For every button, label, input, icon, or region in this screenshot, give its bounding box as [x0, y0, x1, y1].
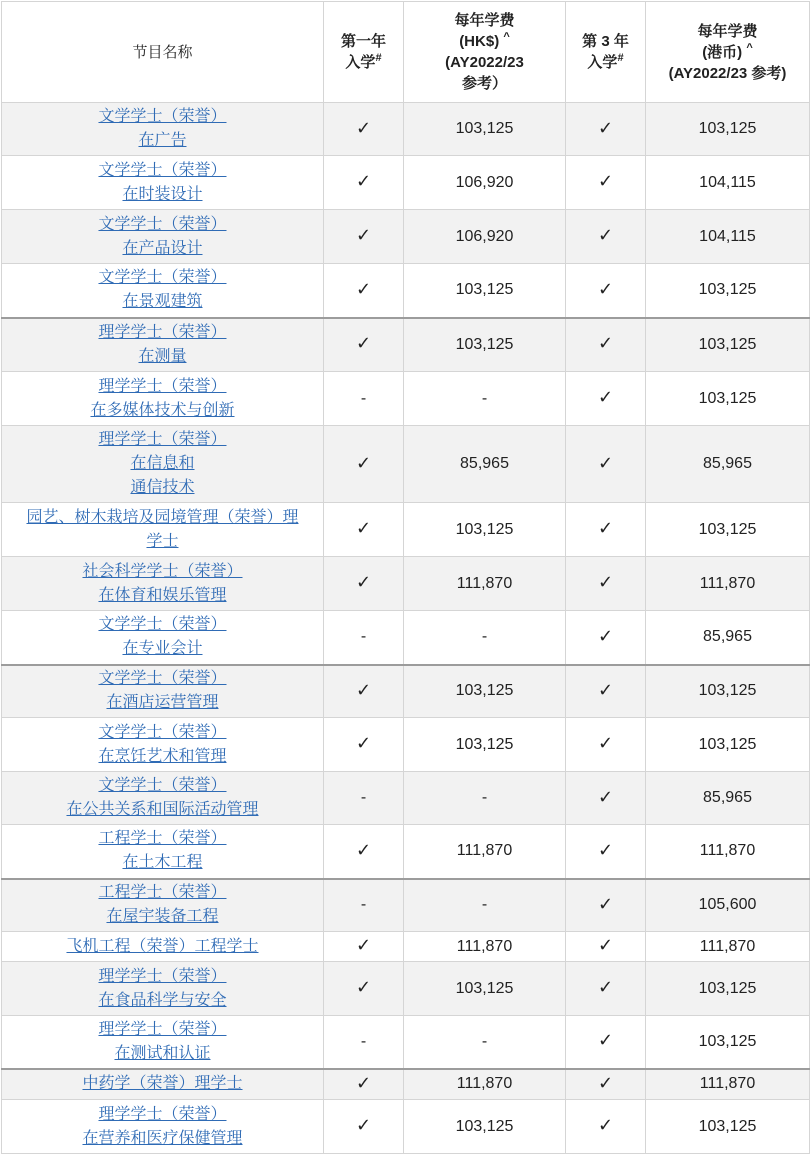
program-name-line: 在测量	[138, 347, 187, 365]
year3-entry-cell	[566, 103, 646, 156]
program-link[interactable]	[98, 830, 226, 871]
year1-entry-cell	[324, 372, 404, 426]
check-mark-icon: ✓	[597, 278, 614, 300]
year1-fee-cell	[404, 611, 566, 665]
table-row	[2, 611, 810, 665]
fee-value: 104,115	[699, 173, 756, 191]
year1-entry-cell	[324, 503, 404, 557]
year3-entry-cell	[566, 426, 646, 503]
year3-entry-cell	[566, 372, 646, 426]
year3-fee-cell	[646, 665, 810, 718]
program-name-cell	[2, 879, 324, 932]
program-name-line: 在酒店运营管理	[106, 694, 219, 712]
check-mark-icon: ✓	[597, 452, 614, 474]
year1-fee-cell	[404, 772, 566, 825]
program-name-line: 飞机工程（荣誉）工程学士	[66, 937, 259, 955]
check-mark-icon: ✓	[355, 935, 372, 956]
year1-entry-cell	[324, 1016, 404, 1069]
year3-entry-cell	[566, 264, 646, 318]
not-available-dash: -	[481, 628, 488, 646]
year1-fee-cell	[404, 825, 566, 879]
check-mark-icon: ✓	[597, 225, 614, 246]
check-mark-icon: ✓	[597, 387, 614, 408]
year3-fee-cell	[646, 210, 810, 264]
check-mark-icon: ✓	[597, 977, 614, 998]
program-name-line: 在体育和娱乐管理	[98, 586, 227, 604]
check-mark-icon: ✓	[597, 786, 614, 808]
table-body	[2, 103, 810, 1154]
fee-value: 106,920	[455, 173, 514, 191]
program-name-line: 学士	[146, 532, 179, 550]
not-available-dash: -	[481, 1032, 488, 1050]
year3-fee-cell	[646, 962, 810, 1016]
not-available-dash: -	[360, 896, 367, 914]
check-mark-icon: ✓	[597, 1030, 614, 1052]
program-name-cell	[2, 156, 324, 210]
year3-entry-cell	[566, 156, 646, 210]
fee-value: 103,125	[698, 120, 757, 137]
program-name-line: 理学学士（荣誉）	[98, 431, 227, 448]
program-name-line: 理学学士（荣誉）	[98, 1020, 227, 1038]
program-link[interactable]	[98, 968, 226, 1009]
year1-fee-cell	[404, 503, 566, 557]
program-name-line: 在屋宇装备工程	[106, 908, 219, 926]
fee-value: 103,125	[455, 520, 514, 538]
table-row	[2, 1069, 810, 1100]
year1-fee-cell	[404, 210, 566, 264]
year3-fee-cell	[646, 611, 810, 665]
year3-fee-cell	[646, 156, 810, 210]
check-mark-icon: ✓	[355, 733, 372, 754]
year1-fee-cell	[404, 879, 566, 932]
year1-entry-cell	[324, 1069, 404, 1100]
year1-fee-cell	[404, 718, 566, 772]
not-available-dash: -	[360, 389, 367, 407]
year1-fee-cell	[404, 1100, 566, 1154]
fee-value: 111,870	[456, 1075, 513, 1093]
fee-value: 111,870	[699, 937, 756, 955]
year1-entry-cell	[324, 210, 404, 264]
fee-value: 103,125	[698, 1117, 757, 1135]
program-link[interactable]	[98, 724, 226, 765]
year3-fee-cell	[646, 372, 810, 426]
program-name-line: 在营养和医疗保健管理	[82, 1129, 243, 1147]
program-name-line: 工程学士（荣誉）	[98, 830, 227, 848]
year1-entry-cell	[324, 318, 404, 372]
year3-entry-cell	[566, 665, 646, 718]
program-name-line: 理学学士（荣誉）	[98, 377, 227, 395]
not-available-dash: -	[360, 1032, 367, 1050]
table-row	[2, 372, 810, 426]
program-name-line: 在广告	[138, 132, 187, 149]
program-name-cell	[2, 426, 324, 503]
fee-value: 103,125	[698, 682, 757, 700]
fee-value: 103,125	[698, 335, 757, 353]
not-available-dash: -	[481, 896, 488, 914]
program-link[interactable]	[98, 616, 226, 657]
year3-entry-cell	[566, 1016, 646, 1069]
table-row	[2, 1016, 810, 1069]
fee-value: 103,125	[698, 979, 757, 997]
program-name-line: 在多媒体技术与创新	[90, 401, 235, 419]
program-name-cell	[2, 372, 324, 426]
fee-value: 85,965	[703, 789, 752, 806]
year1-entry-cell	[324, 879, 404, 932]
program-name-line: 中药学（荣誉）理学士	[82, 1075, 243, 1093]
program-name-line: 文学学士（荣誉）	[98, 670, 227, 688]
year3-fee-cell	[646, 825, 810, 879]
table-row	[2, 426, 810, 503]
year1-entry-cell	[324, 426, 404, 503]
programme-fee-table	[1, 1, 810, 1154]
check-mark-icon: ✓	[597, 572, 614, 593]
program-link[interactable]	[82, 1075, 242, 1092]
year3-entry-cell	[566, 1100, 646, 1154]
fee-value: 103,125	[455, 1117, 514, 1135]
year3-entry-cell	[566, 611, 646, 665]
fee-value: 103,125	[455, 335, 514, 353]
year3-fee-cell	[646, 879, 810, 932]
year1-fee-cell	[404, 962, 566, 1016]
program-name-cell	[2, 318, 324, 372]
fee-value: 103,125	[455, 735, 514, 753]
fee-value: 103,125	[455, 682, 514, 700]
program-name-line: 文学学士（荣誉）	[98, 777, 227, 794]
table-row	[2, 210, 810, 264]
program-name-line: 文学学士（荣誉）	[98, 108, 227, 125]
fee-value: 103,125	[698, 520, 757, 538]
year1-fee-cell	[404, 426, 566, 503]
program-name-cell	[2, 1016, 324, 1069]
program-name-line: 在产品设计	[122, 239, 203, 257]
check-mark-icon: ✓	[355, 117, 372, 139]
fee-value: 103,125	[698, 281, 757, 299]
year3-entry-cell	[566, 1069, 646, 1100]
not-available-dash: -	[360, 789, 367, 806]
program-name-line: 工程学士（荣誉）	[98, 884, 227, 902]
program-link[interactable]	[98, 162, 226, 203]
check-mark-icon: ✓	[355, 839, 372, 861]
program-name-cell	[2, 1100, 324, 1154]
check-mark-icon: ✓	[355, 225, 372, 246]
check-mark-icon: ✓	[597, 1115, 614, 1136]
fee-value: 85,965	[460, 455, 509, 472]
program-link[interactable]	[26, 509, 298, 550]
fee-value: 105,600	[698, 896, 757, 914]
program-link[interactable]	[98, 269, 226, 310]
program-name-cell	[2, 503, 324, 557]
program-link[interactable]	[98, 1021, 226, 1062]
program-name-cell	[2, 962, 324, 1016]
year1-entry-cell	[324, 962, 404, 1016]
fee-value: 111,870	[699, 842, 756, 860]
year1-entry-cell	[324, 156, 404, 210]
year1-entry-cell	[324, 718, 404, 772]
year1-entry-header: 第一年 入学#	[324, 2, 404, 103]
program-name-line: 在信息和	[130, 455, 195, 472]
program-name-cell	[2, 103, 324, 156]
fee-value: 104,115	[699, 227, 756, 245]
program-link[interactable]	[82, 563, 242, 604]
year3-entry-header: 第 3 年 入学#	[566, 2, 646, 103]
table-row	[2, 557, 810, 611]
year1-fee-cell	[404, 156, 566, 210]
program-name-line: 在景观建筑	[122, 293, 203, 311]
program-name-cell	[2, 718, 324, 772]
year1-entry-cell	[324, 557, 404, 611]
table-row	[2, 503, 810, 557]
program-link[interactable]	[98, 884, 226, 925]
program-name-cell	[2, 772, 324, 825]
program-name-line: 理学学士（荣誉）	[98, 967, 227, 985]
check-mark-icon: ✓	[355, 977, 372, 998]
fee-value: 103,125	[698, 735, 757, 753]
year3-fee-cell	[646, 318, 810, 372]
table-row	[2, 665, 810, 718]
check-mark-icon: ✓	[597, 518, 614, 539]
program-name-line: 理学学士（荣誉）	[98, 1105, 227, 1123]
fee-value: 111,870	[456, 842, 513, 860]
program-link[interactable]	[90, 378, 234, 419]
check-mark-icon: ✓	[597, 935, 614, 956]
year3-entry-cell	[566, 932, 646, 962]
program-name-line: 在时装设计	[122, 185, 203, 203]
year1-fee-cell	[404, 1016, 566, 1069]
year3-entry-cell	[566, 772, 646, 825]
not-available-dash: -	[360, 628, 367, 646]
year3-entry-cell	[566, 879, 646, 932]
year3-entry-cell	[566, 718, 646, 772]
program-name-cell	[2, 1069, 324, 1100]
year3-fee-cell	[646, 103, 810, 156]
table-row	[2, 264, 810, 318]
year1-entry-cell	[324, 772, 404, 825]
check-mark-icon: ✓	[355, 679, 372, 701]
check-mark-icon: ✓	[597, 679, 614, 701]
program-name-cell	[2, 665, 324, 718]
program-name-line: 园艺、树木栽培及园境管理（荣誉）理	[26, 508, 299, 526]
table-row	[2, 156, 810, 210]
program-name-line: 在烹饪艺术和管理	[98, 747, 227, 765]
year1-fee-cell	[404, 372, 566, 426]
year3-fee-cell	[646, 772, 810, 825]
table-row	[2, 1100, 810, 1154]
fee-value: 111,870	[456, 937, 513, 955]
year1-entry-cell	[324, 103, 404, 156]
year1-entry-cell	[324, 665, 404, 718]
program-name-line: 文学学士（荣誉）	[98, 269, 227, 287]
program-link[interactable]	[98, 670, 226, 711]
table-row	[2, 962, 810, 1016]
table-row	[2, 772, 810, 825]
program-name-line: 社会科学学士（荣誉）	[82, 562, 243, 580]
fee-value: 103,125	[698, 389, 757, 407]
year1-entry-cell	[324, 932, 404, 962]
table-row	[2, 718, 810, 772]
program-name-line: 在测试和认证	[114, 1044, 211, 1062]
year3-fee-cell	[646, 557, 810, 611]
program-name-cell	[2, 264, 324, 318]
program-name-line: 在食品科学与安全	[98, 991, 227, 1009]
program-name-cell	[2, 611, 324, 665]
year3-entry-cell	[566, 557, 646, 611]
program-name-line: 在专业会计	[122, 640, 203, 658]
fee-value: 106,920	[455, 227, 514, 245]
program-name-cell	[2, 557, 324, 611]
program-name-cell	[2, 825, 324, 879]
check-mark-icon: ✓	[597, 733, 614, 754]
table-row	[2, 318, 810, 372]
program-name-line: 文学学士（荣誉）	[98, 723, 227, 741]
check-mark-icon: ✓	[597, 839, 614, 861]
program-name-cell	[2, 210, 324, 264]
year1-fee-cell	[404, 318, 566, 372]
year3-fee-cell	[646, 1100, 810, 1154]
table-row	[2, 825, 810, 879]
year1-entry-cell	[324, 264, 404, 318]
table-row	[2, 879, 810, 932]
year1-fee-cell	[404, 932, 566, 962]
check-mark-icon: ✓	[597, 171, 614, 192]
fee-value: 103,125	[698, 1032, 757, 1050]
year3-fee-cell	[646, 1069, 810, 1100]
program-name-line: 文学学士（荣誉）	[98, 215, 227, 233]
program-link[interactable]	[98, 216, 226, 257]
year3-fee-cell	[646, 718, 810, 772]
program-name-line: 通信技术	[130, 479, 195, 496]
check-mark-icon: ✓	[355, 1115, 372, 1136]
table-row	[2, 932, 810, 962]
fee-value: 85,965	[703, 455, 752, 472]
year1-entry-cell	[324, 825, 404, 879]
year3-entry-cell	[566, 210, 646, 264]
year1-entry-cell	[324, 1100, 404, 1154]
year3-entry-cell	[566, 503, 646, 557]
check-mark-icon: ✓	[597, 333, 614, 355]
year3-fee-header: 每年学费 (港币) ^ (AY2022/23 参考)	[646, 2, 810, 103]
program-name-cell	[2, 932, 324, 962]
fee-value: 111,870	[456, 574, 513, 592]
program-link[interactable]	[82, 1106, 242, 1147]
year3-fee-cell	[646, 503, 810, 557]
year1-entry-cell	[324, 611, 404, 665]
year1-fee-header: 每年学费 (HK$) ^ (AY2022/23 参考）	[404, 2, 566, 103]
year3-fee-cell	[646, 1016, 810, 1069]
program-link[interactable]	[98, 108, 226, 149]
check-mark-icon: ✓	[597, 893, 614, 915]
fee-value: 103,125	[455, 281, 514, 299]
table-row	[2, 103, 810, 156]
check-mark-icon: ✓	[355, 171, 372, 192]
year1-fee-cell	[404, 557, 566, 611]
program-link[interactable]	[66, 938, 258, 955]
not-available-dash: -	[481, 789, 488, 806]
program-name-line: 文学学士（荣誉）	[98, 616, 227, 634]
program-link[interactable]	[98, 431, 226, 496]
year3-fee-cell	[646, 426, 810, 503]
fee-value: 103,125	[455, 979, 514, 997]
year1-fee-cell	[404, 1069, 566, 1100]
table-header-row	[2, 2, 810, 103]
year1-fee-cell	[404, 665, 566, 718]
program-link[interactable]	[98, 324, 226, 365]
program-name-line: 文学学士（荣誉）	[98, 161, 227, 179]
check-mark-icon: ✓	[355, 278, 372, 300]
program-link[interactable]	[66, 777, 258, 818]
year3-entry-cell	[566, 318, 646, 372]
year3-fee-cell	[646, 264, 810, 318]
year3-entry-cell	[566, 825, 646, 879]
check-mark-icon: ✓	[355, 1072, 372, 1094]
check-mark-icon: ✓	[355, 452, 372, 474]
year1-fee-cell	[404, 264, 566, 318]
check-mark-icon: ✓	[355, 333, 372, 355]
check-mark-icon: ✓	[355, 572, 372, 593]
program-name-header: 节目名称	[2, 2, 324, 103]
program-name-line: 理学学士（荣誉）	[98, 323, 227, 341]
year1-fee-cell	[404, 103, 566, 156]
check-mark-icon: ✓	[597, 117, 614, 139]
fee-value: 85,965	[703, 628, 752, 646]
not-available-dash: -	[481, 389, 488, 407]
program-name-line: 在公共关系和国际活动管理	[66, 801, 259, 818]
year3-fee-cell	[646, 932, 810, 962]
check-mark-icon: ✓	[597, 1072, 614, 1094]
check-mark-icon: ✓	[355, 518, 372, 539]
fee-value: 111,870	[699, 574, 756, 592]
year3-entry-cell	[566, 962, 646, 1016]
check-mark-icon: ✓	[597, 625, 614, 647]
program-name-line: 在土木工程	[122, 854, 203, 872]
fee-value: 103,125	[455, 120, 514, 137]
fee-value: 111,870	[699, 1075, 756, 1093]
